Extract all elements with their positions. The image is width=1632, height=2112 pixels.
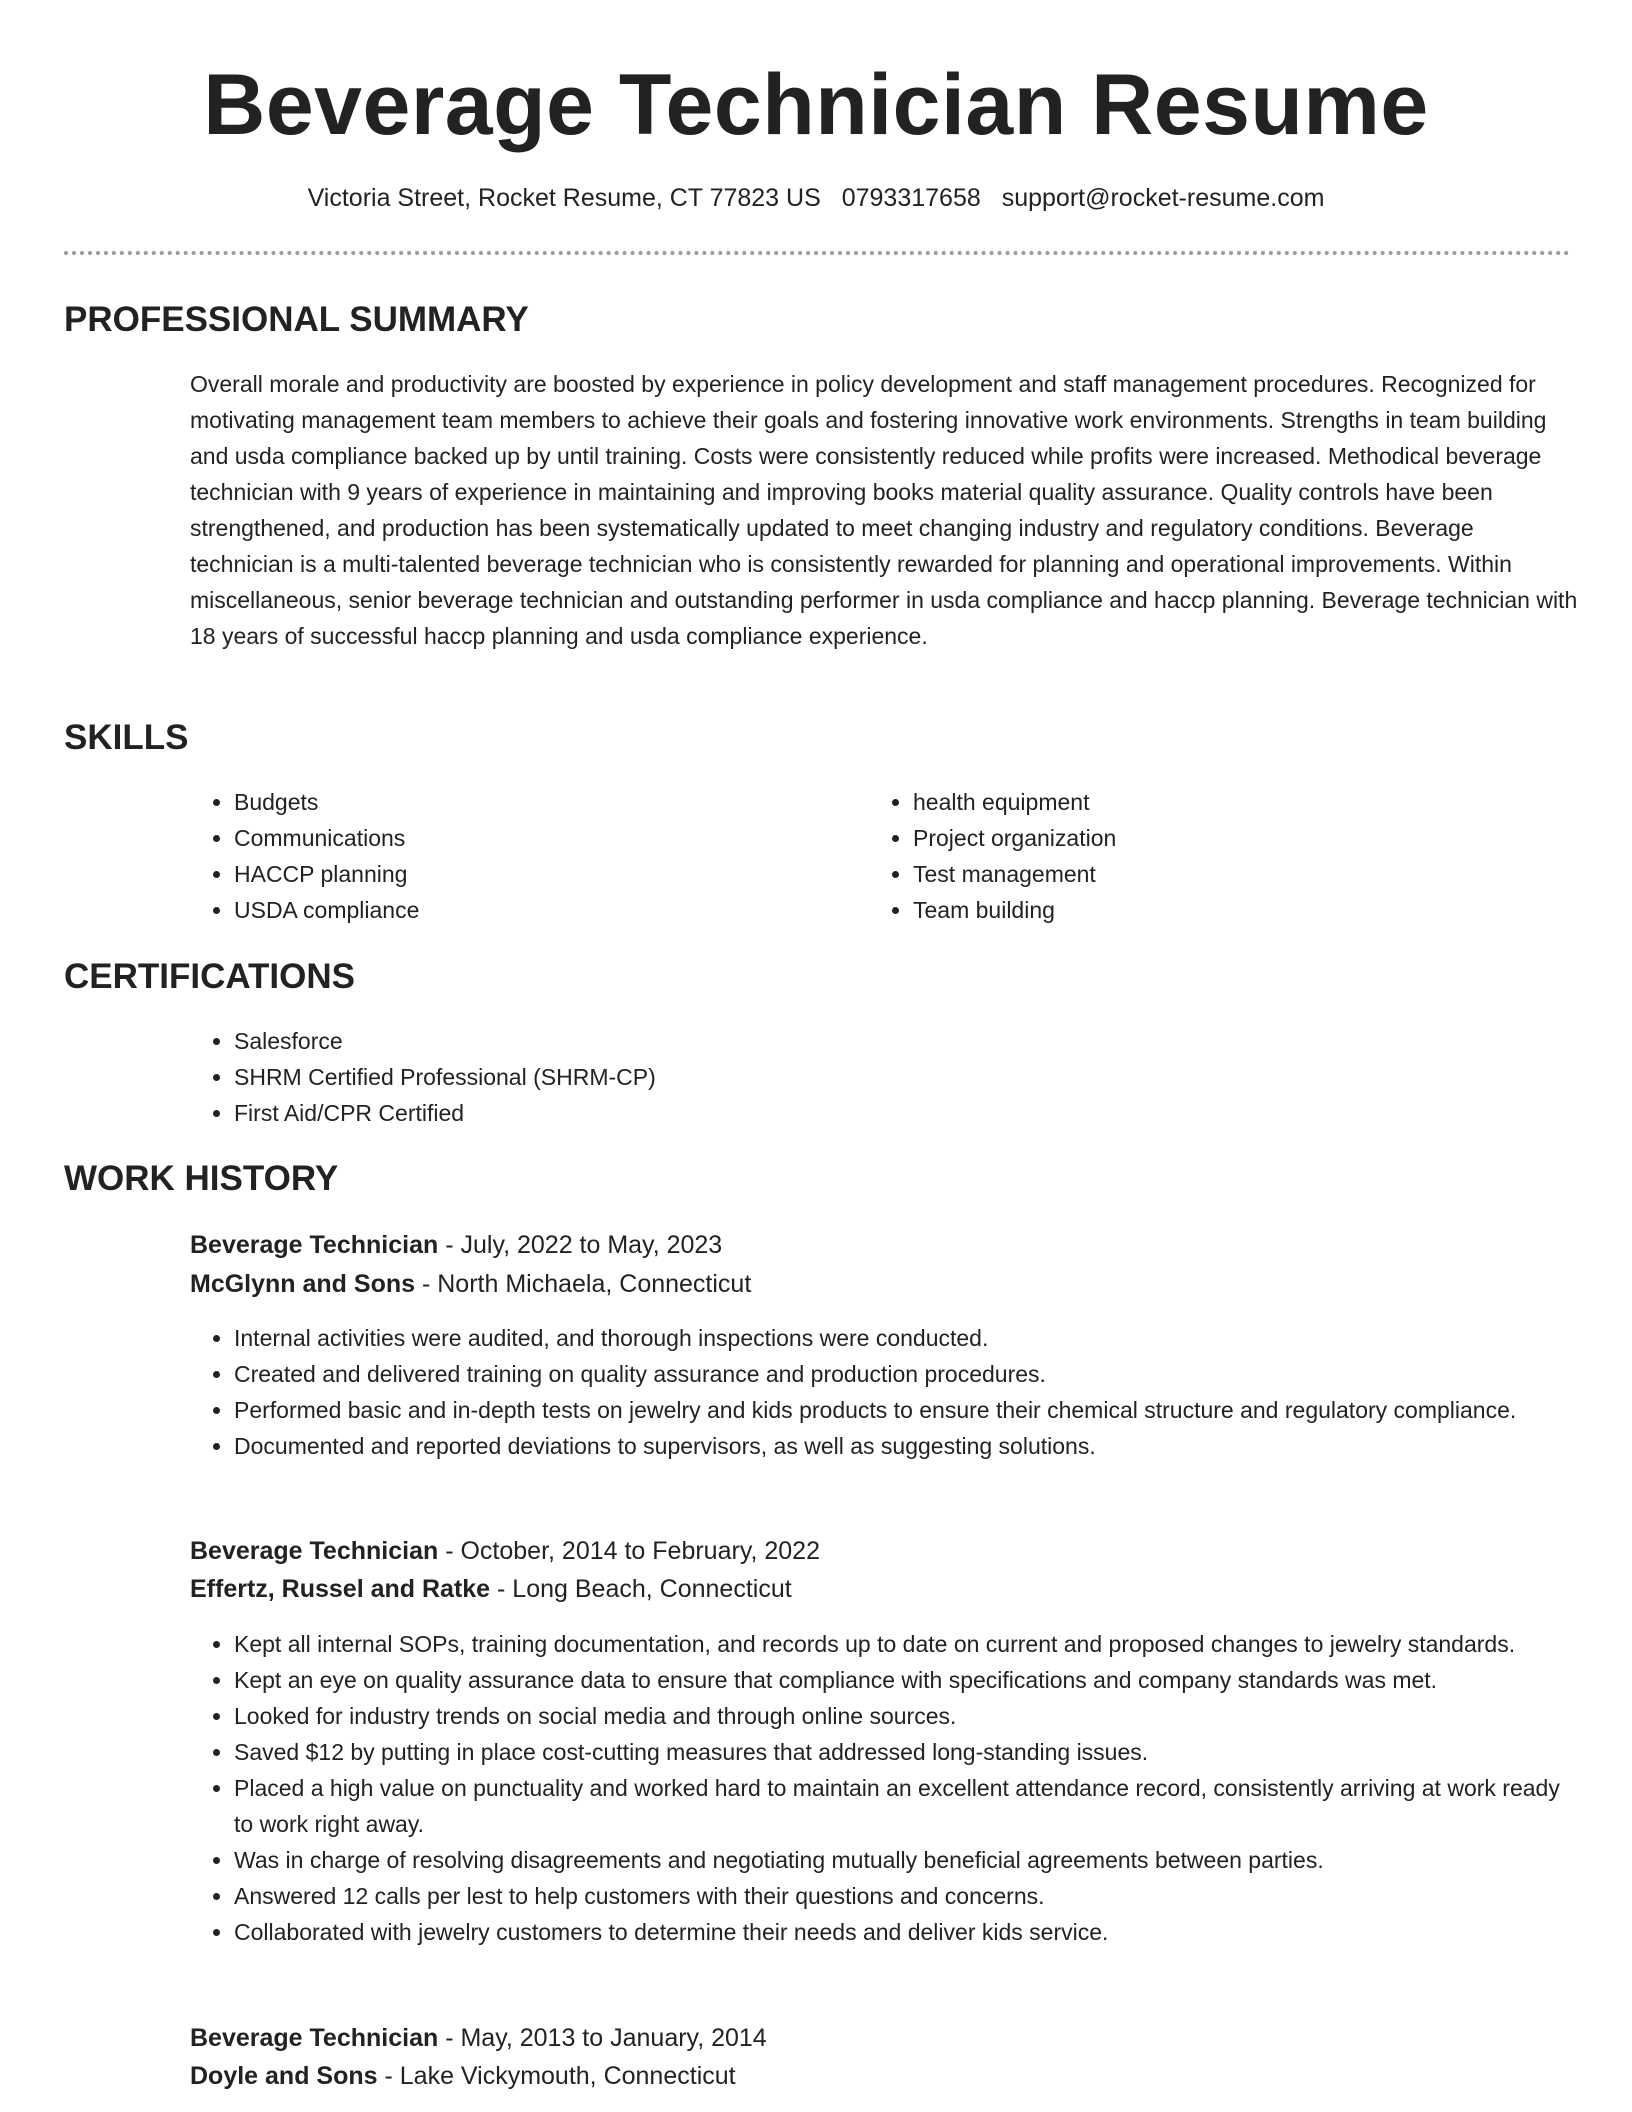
job-title-line [190, 2020, 767, 2056]
certification-item: • First Aid/CPR Certified [234, 1095, 656, 1131]
skill-item: • Team building [913, 892, 1116, 928]
job-location: - Lake Vickymouth, Connecticut [377, 2062, 736, 2090]
job-location: - Long Beach, Connecticut [490, 1575, 792, 1603]
certification-item: • Salesforce [234, 1023, 656, 1059]
job-bullet: • Looked for industry trends on social media and through online sources. [234, 1698, 1580, 1734]
skill-item: • health equipment [913, 784, 1116, 820]
summary-text: Overall morale and productivity are boosted by experience in policy development and staff management procedures. Recognized for motivating management team members to achieve their goals and fostering innovative work environments. Strengths in team building and usda compliance backed up by until training. Costs were consistently reduced while profits were increased. Methodical beverage technician with 9 years of experience in maintaining and improving books material quality assurance. Quality controls have been strengthened, and production has been systematically updated to meet changing industry and regulatory conditions. Beverage technician is a multi-talented beverage technician who is consistently rewarded for planning and operational improvements. Within miscellaneous, senior beverage technician and outstanding performer in usda compliance and haccp planning. Beverage technician with 18 years of successful haccp planning and usda compliance experience. [190, 371, 1578, 649]
job-company: Effertz, Russel and Ratke [190, 1575, 491, 1603]
job-bullet: • Placed a high value on punctuality and worked hard to maintain an excellent attendance record, consistently arriving at work ready to work right away. [234, 1770, 1580, 1842]
job-title: Beverage Technician [190, 2024, 439, 2052]
job-company-line [190, 2058, 736, 2094]
skill-item: • Budgets [234, 784, 419, 820]
job-bullet: • Answered 12 calls per lest to help customers with their questions and concerns. [234, 1878, 1580, 1914]
skills-list-left [190, 784, 419, 928]
contact-phone: 0793317658 [841, 184, 981, 212]
job-dates: - October, 2014 to February, 2022 [438, 1537, 820, 1565]
job-bullet: • Kept an eye on quality assurance data to ensure that compliance with specifications and company standards was met. [234, 1662, 1580, 1698]
certifications-list [190, 1023, 656, 1131]
job-title: Beverage Technician [190, 1537, 439, 1565]
job-company-line [190, 1266, 751, 1302]
skill-item: • USDA compliance [234, 892, 419, 928]
summary-heading: PROFESSIONAL SUMMARY [64, 300, 529, 339]
job-bullet: • Saved $12 by putting in place cost-cutting measures that addressed long-standing issues. [234, 1734, 1580, 1770]
skill-item: • Project organization [913, 820, 1116, 856]
job-title: Beverage Technician [190, 1231, 439, 1259]
certifications-heading: CERTIFICATIONS [64, 957, 356, 996]
job-bullet: • Performed basic and in-depth tests on jewelry and kids products to ensure their chemical structure and regulatory compliance. [234, 1392, 1580, 1428]
job-title-line [190, 1533, 820, 1569]
job-company: McGlynn and Sons [190, 1270, 416, 1298]
job-dates: - May, 2013 to January, 2014 [438, 2024, 767, 2052]
job-bullets [190, 1320, 1580, 1464]
job-bullet: • Was in charge of resolving disagreements and negotiating mutually beneficial agreements between parties. [234, 1842, 1580, 1878]
header-divider [64, 251, 1570, 255]
job-dates: - July, 2022 to May, 2023 [438, 1231, 723, 1259]
job-bullet: • Documented and reported deviations to supervisors, as well as suggesting solutions. [234, 1428, 1580, 1464]
job-company-line [190, 1571, 792, 1607]
job-bullets [190, 1626, 1580, 1950]
contact-line [0, 180, 1632, 216]
job-bullet: • Internal activities were audited, and thorough inspections were conducted. [234, 1320, 1580, 1356]
skills-list-right [869, 784, 1116, 928]
skills-heading: SKILLS [64, 718, 189, 757]
skill-item: • Communications [234, 820, 419, 856]
work-history-heading: WORK HISTORY [64, 1159, 339, 1198]
resume-title: Beverage Technician Resume [203, 57, 1429, 153]
job-bullet: • Kept all internal SOPs, training documentation, and records up to date on current and proposed changes to jewelry standards. [234, 1626, 1580, 1662]
contact-address: Victoria Street, Rocket Resume, CT 77823 US [307, 184, 821, 212]
job-title-line [190, 1227, 722, 1263]
certification-item: • SHRM Certified Professional (SHRM-CP) [234, 1059, 656, 1095]
skill-item: • Test management [913, 856, 1116, 892]
job-bullet: • Collaborated with jewelry customers to determine their needs and deliver kids service. [234, 1914, 1580, 1950]
skill-item: • HACCP planning [234, 856, 419, 892]
job-bullet: • Created and delivered training on quality assurance and production procedures. [234, 1356, 1580, 1392]
job-company: Doyle and Sons [190, 2062, 378, 2090]
contact-email: support@rocket-resume.com [1001, 184, 1325, 212]
job-location: - North Michaela, Connecticut [415, 1270, 752, 1298]
